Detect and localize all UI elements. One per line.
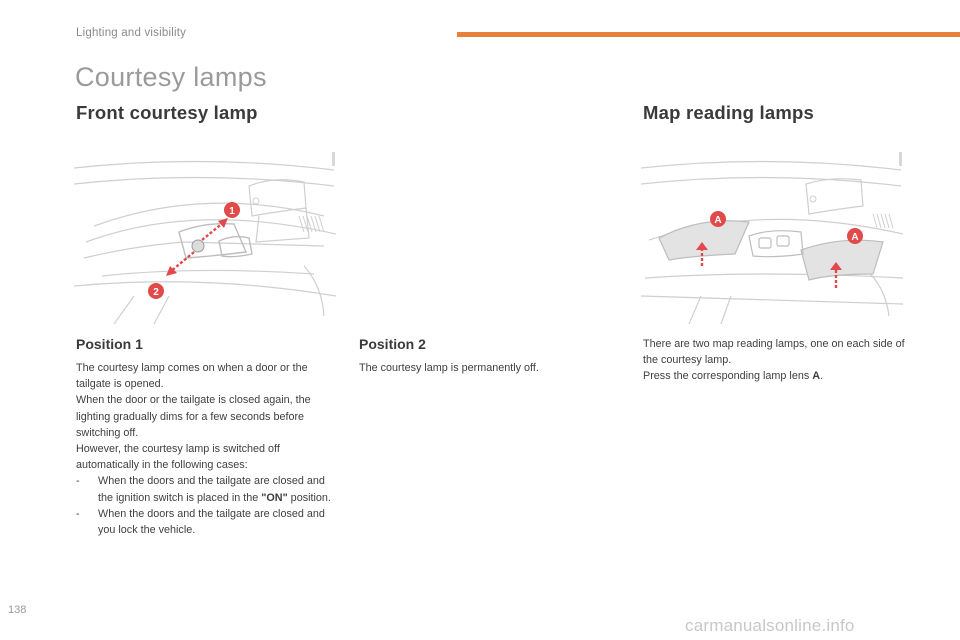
- callout-2-icon: [148, 283, 164, 299]
- front-courtesy-lamp-illustration: [74, 146, 336, 324]
- svg-text:A: A: [714, 215, 722, 226]
- accent-bar: [457, 32, 960, 37]
- watermark: carmanualsonline.info: [685, 616, 855, 635]
- svg-text:A: A: [851, 232, 859, 243]
- front-courtesy-lamp-heading: Front courtesy lamp: [76, 102, 258, 123]
- on-position-label: "ON": [261, 491, 288, 504]
- position-2-heading: Position 2: [359, 336, 426, 352]
- list-item: - When the doors and the tailgate are closed and the ignition switch is placed in the "ON" position.: [76, 475, 331, 504]
- page-number: 138: [8, 604, 27, 616]
- position-1-paragraph-3: However, the courtesy lamp is switched off automatically in the following cases:: [76, 443, 280, 472]
- callout-a-left-icon: [710, 211, 726, 227]
- position-2-text: The courtesy lamp is permanently off.: [359, 362, 539, 374]
- svg-text:1: 1: [229, 206, 235, 217]
- position-1-paragraph-1: The courtesy lamp comes on when a door or the tailgate is opened.: [76, 362, 308, 391]
- lamp-lens-label: A: [812, 370, 821, 383]
- position-1-text: [76, 360, 338, 538]
- map-reading-lamps-heading: Map reading lamps: [643, 102, 814, 123]
- position-1-paragraph-2: When the door or the tailgate is closed again, the lighting gradually dims for a few seconds before switching off.: [76, 394, 311, 439]
- page-title: Courtesy lamps: [75, 62, 267, 92]
- dash-bullet: -: [76, 507, 80, 520]
- map-reading-lamps-illustration: [641, 146, 903, 324]
- list-item: - When the doors and the tailgate are closed and you lock the vehicle.: [76, 507, 325, 537]
- callout-1-icon: [224, 202, 240, 218]
- callout-a-right-icon: [847, 228, 863, 244]
- dash-bullet: -: [76, 475, 80, 488]
- svg-text:2: 2: [153, 287, 159, 298]
- map-reading-lamps-text: There are two map reading lamps, one on each side of the courtesy lamp. Press the corresponding lamp lens A.: [643, 338, 905, 383]
- section-label: Lighting and visibility: [76, 27, 187, 39]
- position-1-heading: Position 1: [76, 336, 143, 352]
